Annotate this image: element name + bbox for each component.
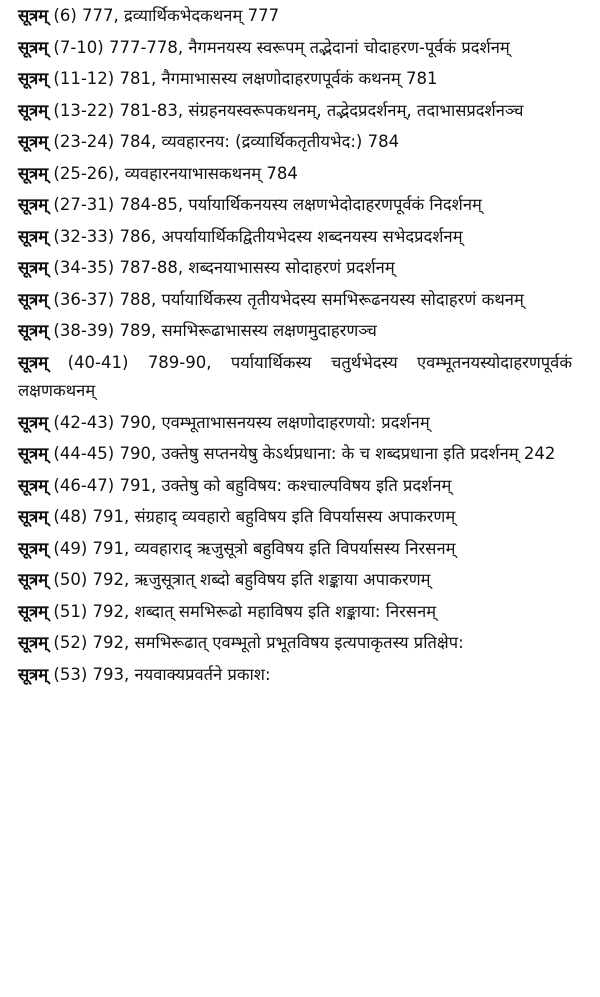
entry-label: सूत्रम् <box>18 6 49 25</box>
entry-label: सूत्रम् <box>18 100 49 120</box>
entry-label: सूत्रम् <box>18 289 49 309</box>
entry-ref: (40-41) <box>67 352 129 372</box>
entry-label: सूत्रम् <box>18 37 49 57</box>
entry-label: सूत्रम् <box>18 258 49 277</box>
index-entry <box>18 2 572 31</box>
entry-label: सूत्रम् <box>18 352 49 372</box>
entry-text: 791, उक्तेषु को बहुविषय: कश्चाल्पविषय इति प्रदर्शनम् <box>119 475 452 495</box>
index-entry <box>18 34 572 63</box>
entry-label: सूत्रम् <box>18 69 49 88</box>
entry-text: 793, नयवाक्यप्रवर्तने प्रकाश: <box>92 664 271 684</box>
entry-ref: (38-39) <box>53 321 115 340</box>
index-entry <box>18 409 572 438</box>
entry-ref: (6) <box>53 6 77 25</box>
entry-text: 792, ऋजुसूत्रात् शब्दो बहुविषय इति शङ्काया अपाकरणम् <box>92 570 431 589</box>
entry-text: 792, समभिरूढात् एवम्भूतो प्रभूतविषय इत्यपाकृतस्य प्रतिक्षेप: <box>92 633 464 652</box>
entry-ref: (36-37) <box>53 289 115 309</box>
index-entry <box>18 191 572 220</box>
entry-ref: (23-24) <box>53 132 115 151</box>
entry-label: सूत्रम् <box>18 412 49 432</box>
index-entry <box>18 65 572 94</box>
index-entry <box>18 661 572 690</box>
index-entry <box>18 472 572 501</box>
entry-label: सूत्रम् <box>18 570 49 589</box>
index-entry <box>18 566 572 595</box>
entry-text: 791, संग्रहाद् व्यवहारो बहुविषय इति विपर्यासस्य अपाकरणम् <box>92 507 456 526</box>
entry-ref: (48) <box>53 507 88 526</box>
entry-ref: (25-26) <box>53 163 115 183</box>
entry-ref: (50) <box>53 570 88 589</box>
entry-text: 788, पर्यायार्थिकस्य तृतीयभेदस्य समभिरूढनयस्य सोदाहरणं कथनम् <box>119 289 524 309</box>
entry-ref: (42-43) <box>53 412 115 432</box>
index-entry <box>18 598 572 627</box>
entry-label: सूत्रम् <box>18 132 49 151</box>
entry-label: सूत्रम् <box>18 507 49 526</box>
entry-ref: (51) <box>53 601 88 621</box>
entry-ref: (53) <box>53 664 88 684</box>
entry-label: सूत्रम् <box>18 475 49 495</box>
index-entry <box>18 440 572 469</box>
entry-label: सूत्रम् <box>18 321 49 340</box>
entry-text: 777, द्रव्यार्थिकभेदकथनम् 777 <box>82 6 280 25</box>
entry-text: 781, नैगमाभासस्य लक्षणोदाहरणपूर्वकं कथनम् 781 <box>119 69 438 88</box>
entry-ref: (27-31) <box>53 195 115 214</box>
entry-text: 784-85, पर्यायार्थिकनयस्य लक्षणभेदोदाहरणपूर्वकं निदर्शनम् <box>119 195 482 214</box>
index-entry <box>18 317 572 346</box>
entry-ref: (13-22) <box>53 100 115 120</box>
index-entry <box>18 97 572 126</box>
entry-ref: (52) <box>53 633 88 652</box>
index-entry <box>18 160 572 189</box>
entry-label: सूत्रम् <box>18 664 49 684</box>
index-entry <box>18 254 572 283</box>
entry-label: सूत्रम् <box>18 195 49 214</box>
entry-label: सूत्रम् <box>18 226 49 246</box>
entry-text: 781-83, संग्रहनयस्वरूपकथनम्, तद्भेदप्रदर्शनम्, तदाभासप्रदर्शनञ्च <box>119 100 524 120</box>
entry-ref: (46-47) <box>53 475 115 495</box>
entry-text: 792, शब्दात् समभिरूढो महाविषय इति शङ्काया: निरसनम् <box>92 601 437 621</box>
entry-text: 777-778, नैगमनयस्य स्वरूपम् तद्भेदानां चोदाहरण-पूर्वकं प्रदर्शनम् <box>108 37 510 57</box>
entry-text: , व्यवहारनयाभासकथनम् 784 <box>114 163 298 183</box>
entry-label: सूत्रम् <box>18 444 49 463</box>
entry-text: 786, अपर्यायार्थिकद्वितीयभेदस्य शब्दनयस्य सभेदप्रदर्शनम् <box>119 226 463 246</box>
entry-text: 791, व्यवहाराद् ऋजुसूत्रो बहुविषय इति विपर्यासस्य निरसनम् <box>92 538 456 558</box>
entry-text: 790, उक्तेषु सप्तनयेषु केऽर्थप्रधाना: के च शब्दप्रधाना इति प्रदर्शनम् 242 <box>119 444 556 463</box>
entry-ref: (34-35) <box>53 258 115 277</box>
index-entry <box>18 223 572 252</box>
entry-text: 784, व्यवहारनय: (द्रव्यार्थिकतृतीयभेद:) 784 <box>119 132 400 151</box>
entry-ref: (32-33) <box>53 226 115 246</box>
index-entry <box>18 503 572 532</box>
entry-ref: (7-10) <box>53 37 104 57</box>
entry-ref: (11-12) <box>53 69 115 88</box>
index-entry <box>18 535 572 564</box>
entry-text: 789-90, पर्यायार्थिकस्य चतुर्थभेदस्य एवम्भूतनयस्योदाहरणपूर्वकं लक्षणकथनम् <box>18 352 572 400</box>
entry-ref: (44-45) <box>53 444 115 463</box>
entry-text: 790, एवम्भूताभासनयस्य लक्षणोदाहरणयो: प्रदर्शनम् <box>119 412 430 432</box>
entry-text: 787-88, शब्दनयाभासस्य सोदाहरणं प्रदर्शनम् <box>119 258 395 277</box>
entry-label: सूत्रम् <box>18 633 49 652</box>
entry-text: 789, समभिरूढाभासस्य लक्षणमुदाहरणञ्च <box>119 321 377 340</box>
entry-label: सूत्रम् <box>18 538 49 558</box>
entry-ref: (49) <box>53 538 88 558</box>
index-entry <box>18 128 572 157</box>
entry-label: सूत्रम् <box>18 163 49 183</box>
entry-label: सूत्रम् <box>18 601 49 621</box>
index-entry <box>18 286 572 315</box>
index-entry <box>18 349 572 406</box>
index-entry <box>18 629 572 658</box>
